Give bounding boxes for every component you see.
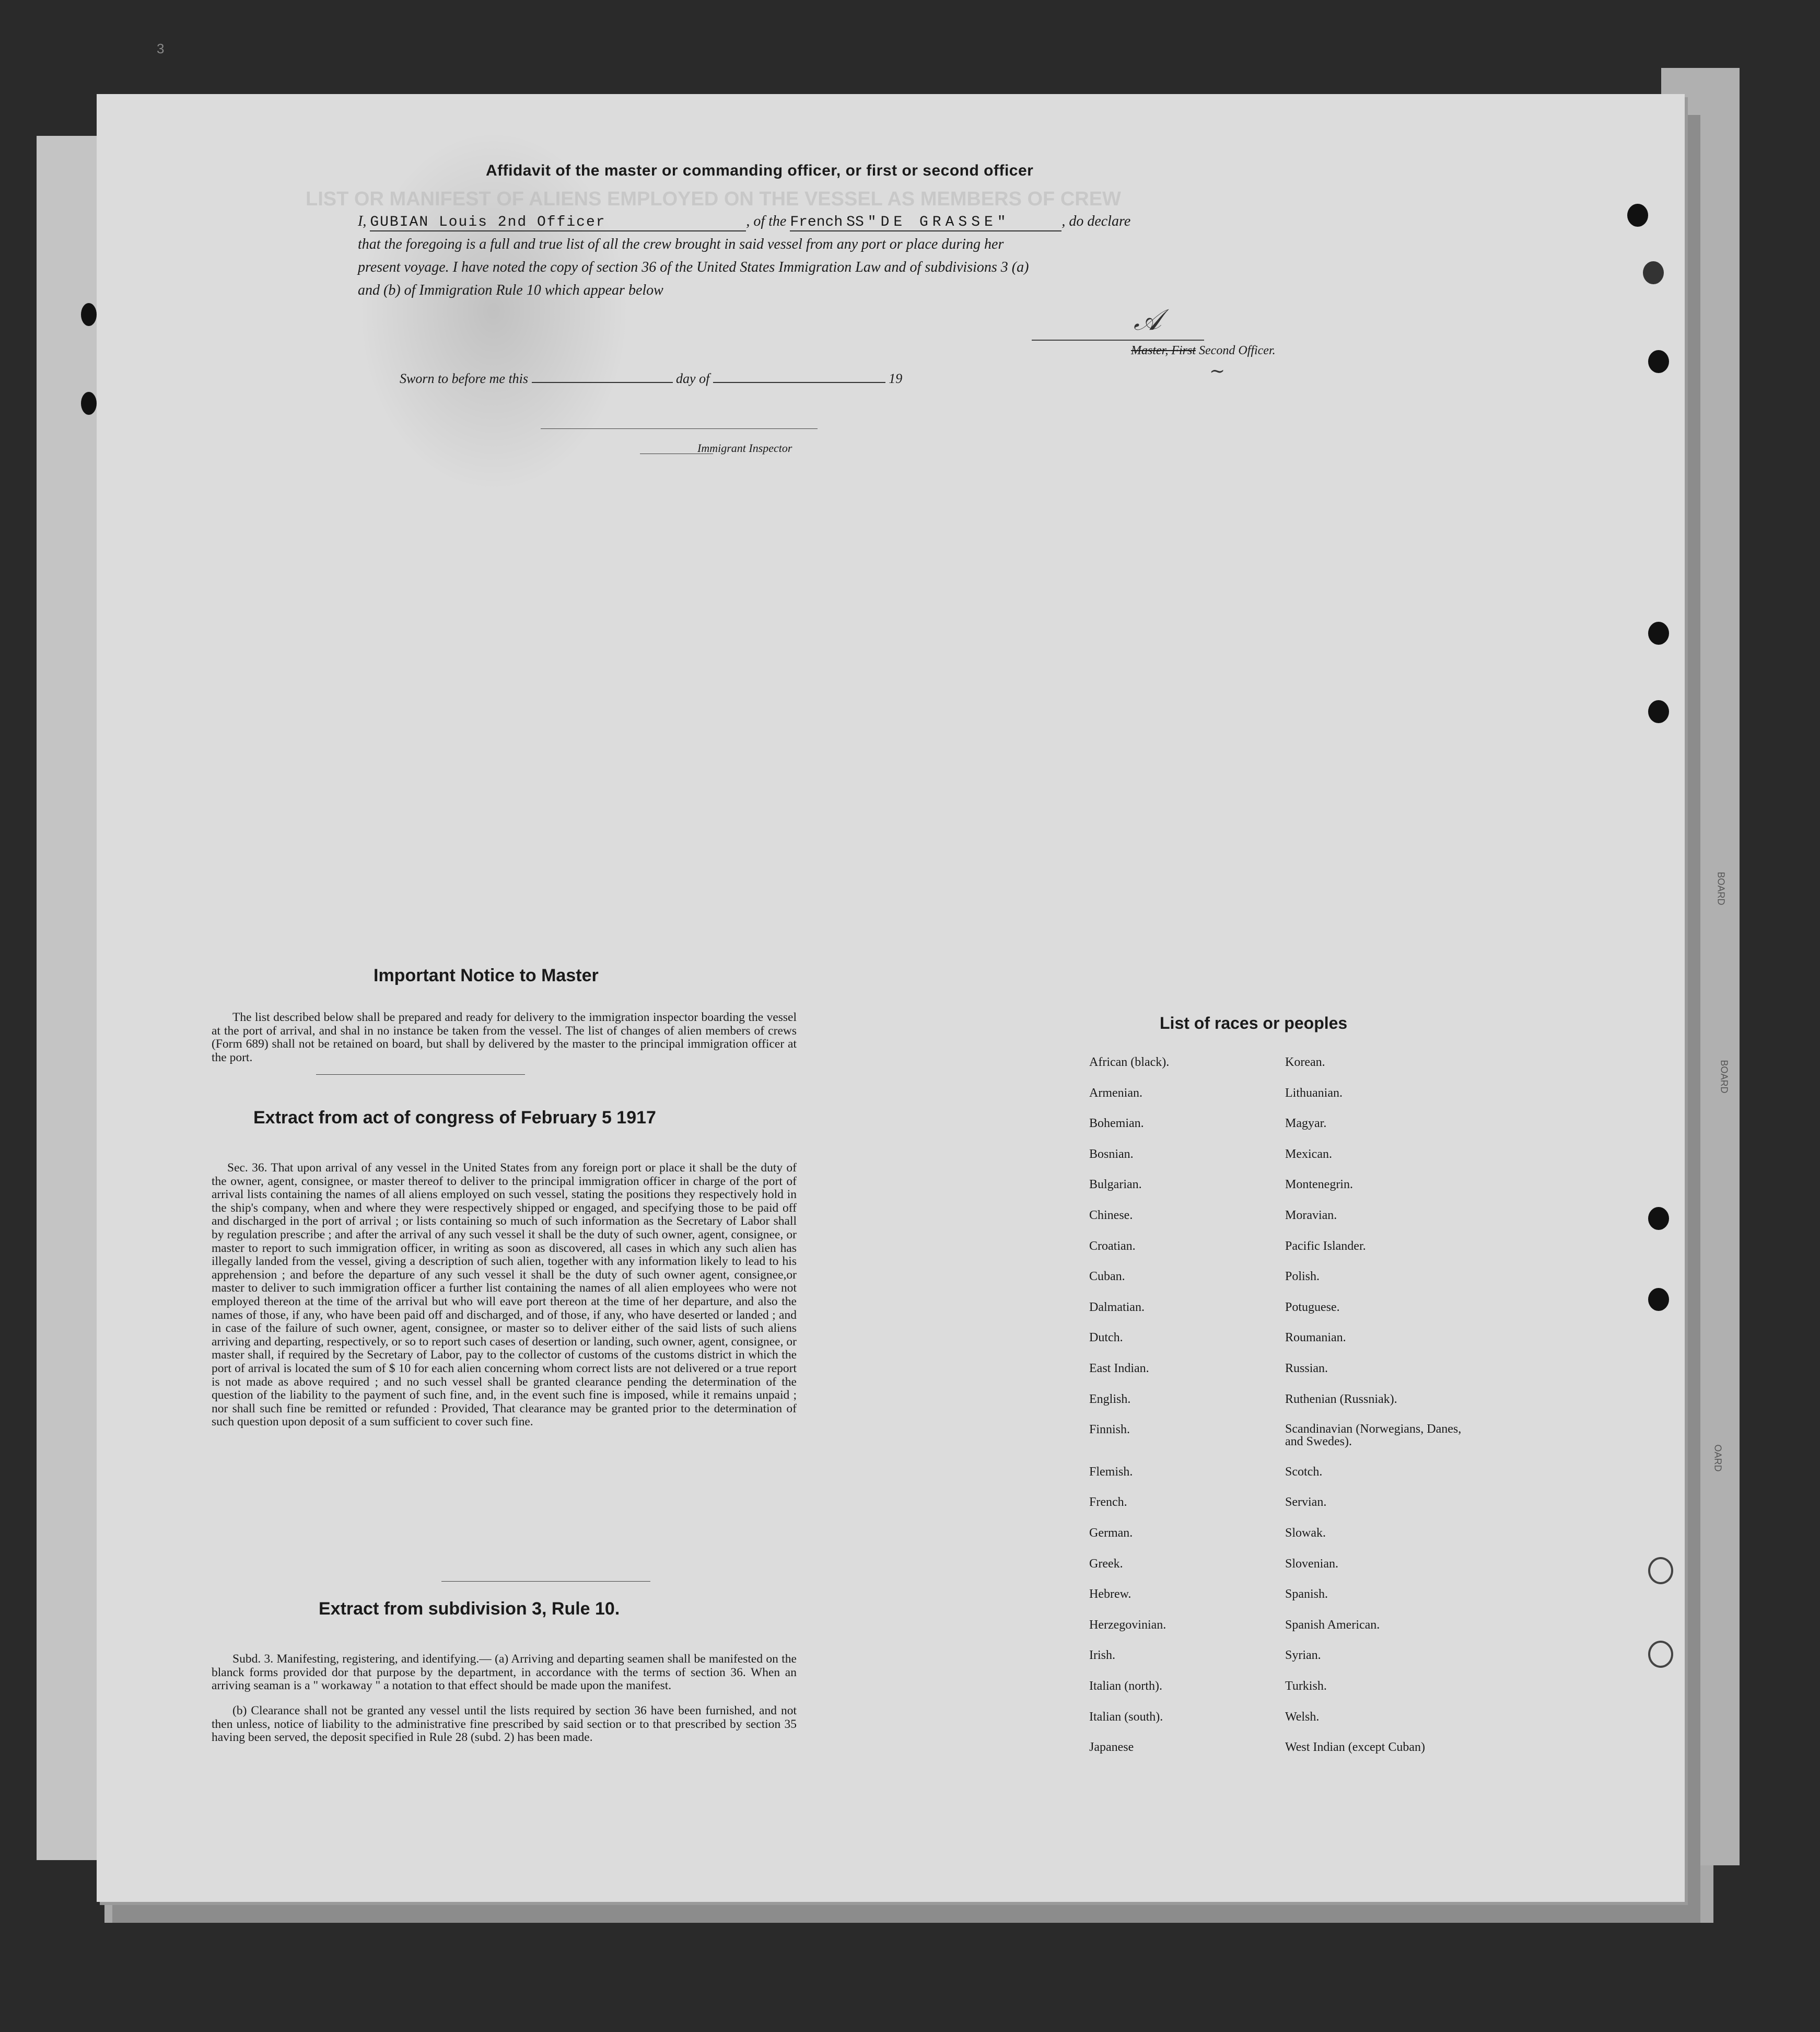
race-item: Italian (north). [1089, 1679, 1162, 1693]
vessel-field [790, 213, 1061, 231]
affidavit-title: Affidavit of the master or commanding officer, or first or second officer [486, 162, 1034, 179]
race-item: East Indian. [1089, 1362, 1149, 1375]
notice-heading: Important Notice to Master [374, 966, 599, 985]
race-item: German. [1089, 1526, 1133, 1540]
rule-heading: Extract from subdivision 3, Rule 10. [319, 1599, 620, 1619]
affidavit-line-1 [358, 213, 1130, 231]
sworn-date-field [532, 382, 673, 383]
affidavit-line-2: that the foregoing is a full and true list of all the crew brought in said vessel from any port or place during her [358, 236, 1004, 252]
affidavit-line-3: present voyage. I have noted the copy of section 36 of the United States Immigration Law and of subdivisions 3 (a) [358, 259, 1029, 275]
notice-text: The list described below shall be prepared and ready for delivery to the immigration inspector boarding the vessel at the port of arrival, and shal in no instance be taken from the vessel. The list of changes of alien members of crews (Form 689) shall not be retained on board, but shall by delivered by the master to the principal immigration officer at the port. [212, 1011, 797, 1064]
race-item: Cuban. [1089, 1270, 1125, 1284]
race-item: Spanish American. [1285, 1618, 1380, 1632]
officer-name: GUBIAN Louis 2nd Officer [370, 214, 606, 230]
sworn-prefix: Sworn to before me this [400, 371, 529, 386]
race-item: Japanese [1089, 1740, 1134, 1755]
race-item: Slovenian. [1285, 1557, 1338, 1571]
race-item: Italian (south). [1089, 1710, 1163, 1724]
act-heading: Extract from act of congress of February 5 1917 [253, 1108, 656, 1128]
race-item: Slowak. [1285, 1526, 1326, 1540]
race-item: Roumanian. [1285, 1331, 1346, 1345]
race-item: Spanish. [1285, 1587, 1328, 1601]
struck-title: Master, First [1131, 344, 1196, 357]
race-item: Pacific Islander. [1285, 1239, 1366, 1253]
sworn-month-field [713, 382, 885, 383]
section-36-text: Sec. 36. That upon arrival of any vessel in the United States from any foreign port or place it shall be the duty of the owner, agent, consignee, or master thereof to deliver to the principal immigration officer in charge of the port of arrival lists containing the names of all aliens employed on such vessel, stating the positions they respectively hold in the ship's company, when and where they were respectively shipped or engaged, and specifying those to be paid off and discharged in the port of arrival ; or lists containing so much of such information as the Secretary of Labor shall by regulation prescribe ; and after the arrival of any such vessel it shall be the duty of such owner, agent, consignee, or master to report to such immigration officer, in writing as soon as discovered, all cases in which any such alien has illegally landed from the vessel, giving a description of such alien, together with any information likely to lead to his apprehension ; and before the departure of any such vessel it shall be the duty of such owner agent, consignee,or master to deliver to such immigration officer a further list containing the names of all alien employees who were not employed thereon at the time of the arrival but who will eave port thereon at the time of her departure, and also the names of those, if any, who have been paid off and discharged, and of those, if any, who have deserted or landed ; and in case of the failure of such owner, agent, consignee, or master so to deliver either of the said lists of such aliens arriving and departing, respectively, or so to report such cases of desertion or landing, such owner, agent, consignee, or master shall, if required by the Secretary of Labor, pay to the collector of customs of the customs district in which the port of arrival is located the sum of $ 10 for each alien concerning whom correct lists are not delivered or a true report is not made as above required ; and no such vessel shall be granted clearance pending the determination of the question of the liability to the payment of such fine, and, in the event such fine is imposed, while it remains unpaid ; nor shall such fine be remitted or refunded : Provided, That clearance may be granted prior to the determination of such question upon deposit of a sum sufficient to cover such fine. [212, 1161, 797, 1429]
punch-hole [81, 303, 97, 326]
race-item: Armenian. [1089, 1086, 1142, 1100]
declare-suffix: , do declare [1061, 213, 1131, 229]
document-page [97, 94, 1685, 1902]
signature-title [1131, 344, 1276, 358]
officer-name-field [370, 213, 746, 231]
inspector-signature-line [541, 428, 818, 429]
divider [441, 1581, 650, 1582]
divider [316, 1074, 525, 1075]
race-item: Ruthenian (Russniak). [1285, 1392, 1397, 1406]
punch-hole [1643, 261, 1664, 284]
edge-mark-top-left: 3 [157, 41, 165, 56]
punch-hole [1648, 700, 1669, 723]
race-item: Bohemian. [1089, 1117, 1144, 1131]
race-item: Moravian. [1285, 1209, 1337, 1222]
punch-hole [1648, 350, 1669, 373]
rule-subd-b-text: (b) Clearance shall not be granted any vessel until the lists required by section 36 have been furnished, and not then unless, notice of liability to the administrative fine prescribed by said section or to that prescribed by section 35 having been served, the deposit specified in Rule 28 (subd. 2) has been made. [212, 1704, 797, 1745]
race-item: Flemish. [1089, 1465, 1133, 1479]
punch-hole [1648, 1207, 1669, 1230]
race-item: West Indian (except Cuban) [1285, 1740, 1425, 1755]
race-item: Chinese. [1089, 1209, 1133, 1222]
affidavit-line-4: and (b) of Immigration Rule 10 which appear below [358, 282, 663, 298]
race-item: Croatian. [1089, 1239, 1136, 1253]
race-item: Russian. [1285, 1362, 1328, 1375]
vessel-name: "DE GRASSE" [867, 214, 1010, 230]
edge-board-1: BOARD [1716, 872, 1726, 905]
race-item: Lithuanian. [1285, 1086, 1343, 1100]
race-item: Finnish. [1089, 1423, 1130, 1437]
edge-board-3: OARD [1712, 1444, 1723, 1472]
race-item: Hebrew. [1089, 1587, 1131, 1601]
punch-hole [1648, 622, 1669, 645]
race-item: Mexican. [1285, 1147, 1332, 1161]
punch-hole [1648, 1557, 1673, 1584]
punch-hole [1648, 1641, 1673, 1668]
race-item: Servian. [1285, 1495, 1327, 1510]
race-item: Korean. [1285, 1055, 1325, 1069]
race-item: Dutch. [1089, 1331, 1123, 1345]
punch-hole [1627, 204, 1648, 227]
races-title: List of races or peoples [1160, 1014, 1348, 1032]
race-item: Bosnian. [1089, 1147, 1134, 1161]
sworn-line [400, 371, 902, 387]
race-item: Irish. [1089, 1648, 1115, 1663]
signature-line [1032, 340, 1204, 341]
inspector-label: Immigrant Inspector [697, 442, 792, 455]
race-item: Welsh. [1285, 1710, 1320, 1724]
vessel-nationality: French [790, 214, 843, 230]
affidavit-of-the: , of the [746, 213, 787, 229]
race-item: Syrian. [1285, 1648, 1321, 1663]
punch-hole [81, 392, 97, 415]
race-item: Herzegovinian. [1089, 1618, 1166, 1632]
declarant-prefix: I, [358, 213, 367, 229]
race-item: Magyar. [1285, 1117, 1327, 1131]
ghost-header: LIST OR MANIFEST OF ALIENS EMPLOYED ON THE VESSEL AS MEMBERS OF CREW [306, 188, 1121, 210]
sworn-year-label: 19 [889, 371, 903, 386]
race-item: English. [1089, 1392, 1131, 1406]
race-item: Montenegrin. [1285, 1178, 1353, 1192]
rule-subd-a-text: Subd. 3. Manifesting, registering, and identifying.— (a) Arriving and departing seamen shall be manifested on the blanck forms provided dor that purpose by the department, in accordance with the terms of section 36. When an arriving seaman is a " workaway " a notation to that effect should be made upon the manifest. [212, 1652, 797, 1693]
officer-signature: 𝒜 [1134, 303, 1161, 337]
sworn-day-label: day of [676, 371, 710, 386]
race-item: Polish. [1285, 1270, 1320, 1284]
race-item: Potuguese. [1285, 1300, 1340, 1314]
race-item: Greek. [1089, 1557, 1123, 1571]
punch-hole [1648, 1288, 1669, 1311]
signature-scrawl: ~ [1209, 361, 1226, 382]
race-item: French. [1089, 1495, 1127, 1510]
vessel-prefix: SS [846, 214, 864, 230]
race-item: African (black). [1089, 1055, 1170, 1069]
race-item: Dalmatian. [1089, 1300, 1145, 1314]
race-item: Scotch. [1285, 1465, 1323, 1479]
race-item: Scandinavian (Norwegians, Danes, and Swedes). [1285, 1422, 1462, 1449]
edge-board-2: BOARD [1719, 1060, 1730, 1094]
race-item: Bulgarian. [1089, 1178, 1142, 1192]
race-item: Turkish. [1285, 1679, 1327, 1693]
second-officer-label: Second Officer. [1199, 344, 1276, 357]
